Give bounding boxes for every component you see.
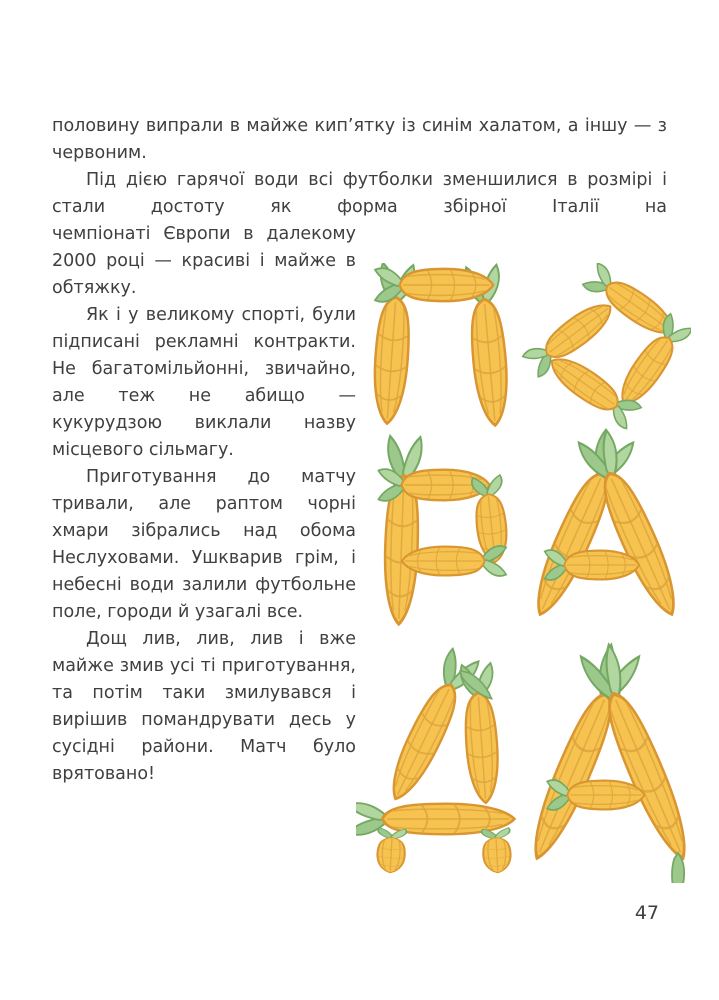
corn-cob (547, 780, 644, 810)
corn-letter-a-2 (522, 644, 691, 883)
corn-cob (481, 828, 511, 874)
paragraph: половину випрали в майже кип’ятку із синім халатом, а іншу — з червоним. (52, 116, 667, 163)
top-text-block (52, 113, 667, 221)
corn-letter-d (356, 648, 514, 873)
text-and-illustration-row (52, 221, 667, 883)
paragraph: Приготування до матчу тривали, але раптом чорні хмари зібрались над обома Неслуховами. Ушкварив грім, і небесні води залили футбольне поле, городи й узагалі все. (52, 467, 356, 622)
corn-word-illustration (356, 263, 691, 883)
corn-letter-p (370, 263, 512, 427)
corn-letter-a-1 (525, 430, 687, 621)
corn-cob (545, 550, 640, 580)
corn-cob (402, 546, 506, 576)
page-number: 47 (634, 902, 659, 924)
paragraph: Як і у великому спорті, були підписані рекламні контракти. Не багатомільйонні, звичайно, але теж не абищо — кукурудзою виклали назву місцевого сільмагу. (52, 305, 356, 460)
corn-letter-r (378, 436, 510, 625)
paragraph: чемпіонаті Європи в далекому 2000 році — красиві і майже в обтяжку. (52, 224, 356, 298)
corn-cob (382, 436, 422, 625)
illustration-column (356, 263, 691, 883)
paragraph: Під дією гарячої води всі футболки зменшилися в розмірі і стали достоту як форма збірної Італії на (52, 170, 667, 217)
corn-cob (375, 268, 493, 301)
corn-leaf (667, 852, 688, 883)
text-column (52, 221, 356, 788)
corn-cob (376, 828, 406, 874)
corn-letter-o (522, 263, 691, 430)
paragraph: Дощ лив, лив, лив і вже майже змив усі ті приготування, та потім таки змилувався і вирішив помандрувати десь у сусідні райони. Матч було врятовано! (52, 629, 356, 784)
